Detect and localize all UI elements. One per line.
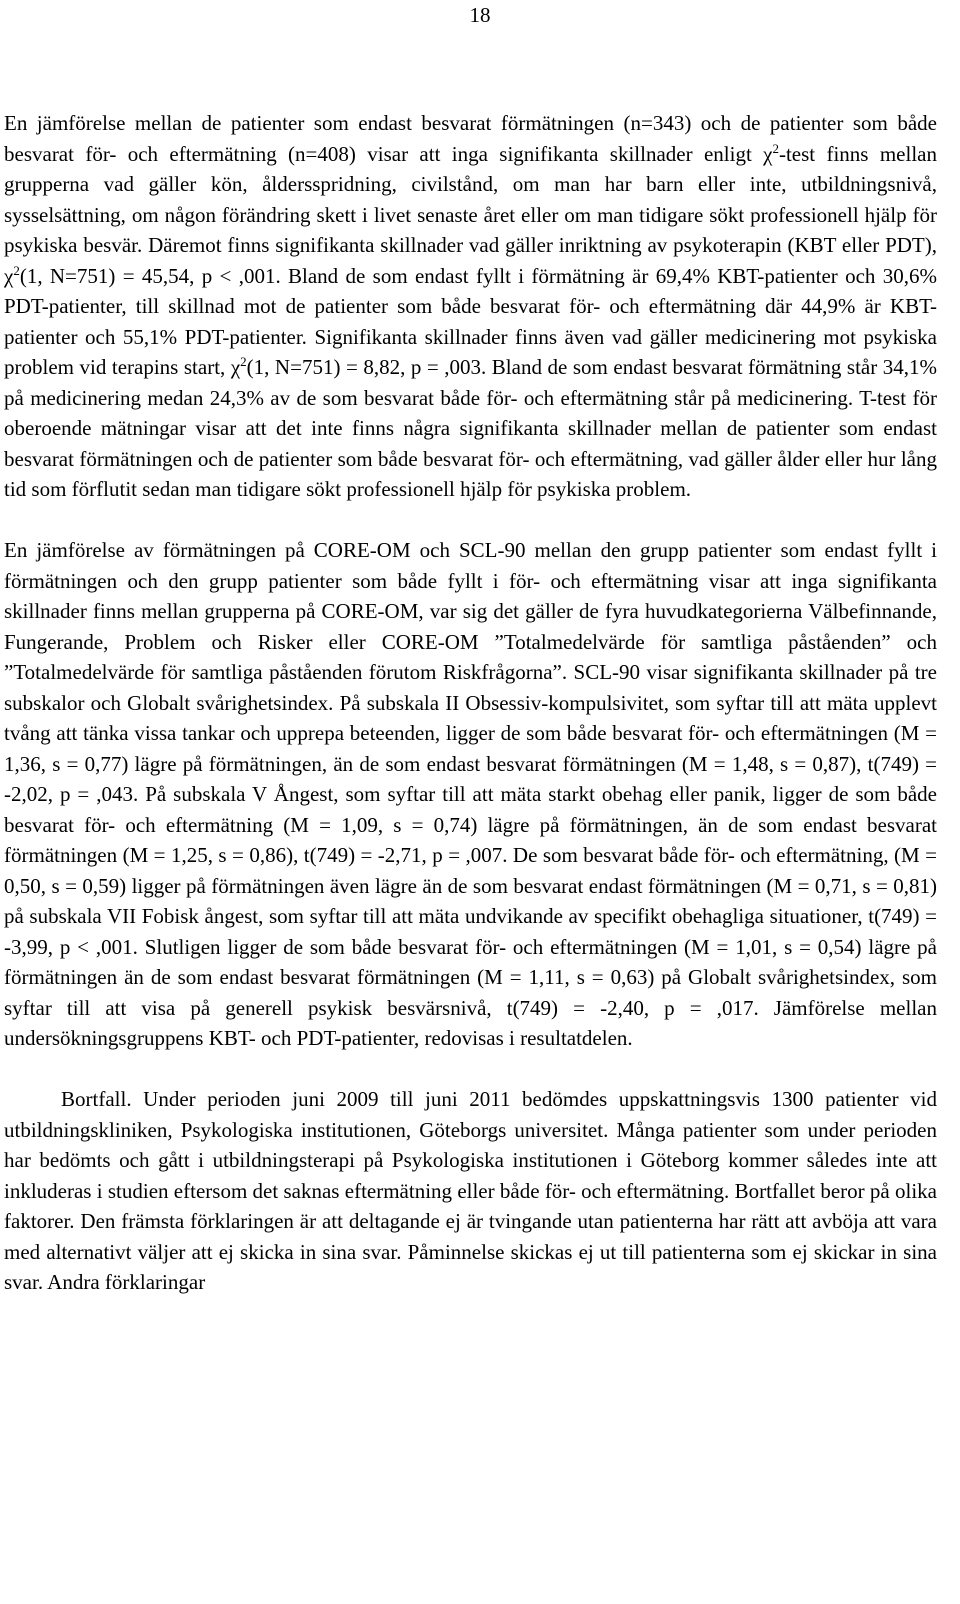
superscript: 2	[13, 262, 20, 278]
text-segment: En jämförelse mellan de patienter som endast besvarat förmätningen (n=343) och de patienter som både besvarat för- och eftermätning (n=408) visar att inga signifikanta skillnader enligt χ	[4, 111, 937, 166]
text-segment: Bortfall. Under perioden juni 2009 till juni 2011 bedömdes uppskattningsvis 1300 patienter vid utbildningskliniken, Psykologiska institutionen, Göteborgs universitet. Många patienter som under perioden har bedömts och gått i utbildningsterapi på Psykologiska institutionen i Göteborg kommer således inte att inkluderas i studien eftersom det saknas eftermätning eller både för- och eftermätning. Bortfallet beror på olika faktorer. Den främsta förklaringen är att deltagande ej är tvingande utan patienterna har rätt att avböja att vara med alternativt väljer att ej skicka in sina svar. Påminnelse skickas ej ut till patienterna som ej skickar in sina svar. Andra förklaringar	[4, 1087, 937, 1294]
text-segment: (1, N=751) = 45,54, p < ,001. Bland de som endast fyllt i förmätning är 69,4% KBT-patienter och 30,6% PDT-patienter, till skillnad mot de patienter som både besvarat för- och eftermätning där 44,9% är KBT-patienter och 55,1% PDT-patienter. Signifikanta skillnader finns även vad gäller medicinering mot psykiska problem vid terapins start, χ	[4, 263, 937, 379]
paragraph-2	[4, 535, 937, 1054]
paragraph-1	[4, 108, 937, 505]
paragraph-3	[4, 1084, 937, 1298]
page-number: 18	[469, 3, 491, 27]
superscript: 2	[772, 140, 779, 156]
text-segment: En jämförelse av förmätningen på CORE-OM och SCL-90 mellan den grupp patienter som endast fyllt i förmätningen och den grupp patienter som både fyllt i för- och eftermätning visar att inga signifikanta skillnader finns mellan grupperna på CORE-OM, var sig det gäller de fyra huvudkategorierna Välbefinnande, Fungerande, Problem och Risker eller CORE-OM ”Totalmedelvärde för samtliga påståenden” och ”Totalmedelvärde för samtliga påståenden förutom Riskfrågorna”. SCL-90 visar signifikanta skillnader på tre subskalor och Globalt svårighetsindex. På subskala II Obsessiv-kompulsivitet, som syftar till att mäta upplevt tvång att tänka vissa tankar och upprepa beteenden, ligger de som både besvarat för- och eftermätningen (M = 1,36, s = 0,77) lägre på förmätningen, än de som endast besvarat förmätningen (M = 1,48, s = 0,87), t(749) = -2,02, p = ,043. På subskala V Ångest, som syftar till att mäta starkt obehag eller panik, ligger de som både besvarat för- och eftermätning (M = 1,09, s = 0,74) lägre på förmätningen, än de som endast besvarat förmätningen (M = 1,25, s = 0,86), t(749) = -2,71, p = ,007. De som besvarat både för- och eftermätning, (M = 0,50, s = 0,59) ligger på förmätningen även lägre än de som besvarat endast förmätningen (M = 0,71, s = 0,81) på subskala VII Fobisk ångest, som syftar till att mäta undvikande av specifikt obehagliga situationer, t(749) = -3,99, p < ,001. Slutligen ligger de som både besvarat för- och eftermätningen (M = 1,01, s = 0,54) lägre på förmätningen än de som endast besvarat förmätningen (M = 1,11, s = 0,63) på Globalt svårighetsindex, som syftar till att visa på generell psykisk besvärsnivå, t(749) = -2,40, p = ,017. Jämförelse mellan undersökningsgruppens KBT- och PDT-patienter, redovisas i resultatdelen.	[4, 538, 937, 1050]
body-text	[4, 108, 937, 1298]
text-segment: (1, N=751) = 8,82, p = ,003. Bland de som endast besvarat förmätning står 34,1% på medicinering medan 24,3% av de som besvarat både för- och eftermätning står på medicinering. T-test för oberoende mätningar visar att det inte finns några signifikanta skillnader mellan de patienter som endast besvarat förmätningen och de patienter som både besvarat för- och eftermätning, vad gäller ålder eller hur lång tid som förflutit sedan man tidigare sökt professionell hjälp för psykiska problem.	[4, 355, 937, 501]
text-segment: -test finns mellan grupperna vad gäller kön, åldersspridning, civilstånd, om man har barn eller inte, utbildningsnivå, sysselsättning, om någon förändring skett i livet senaste året eller om man tidigare sökt professionell hjälp för psykiska besvär. Däremot finns signifikanta skillnader vad gäller inriktning av psykoterapin (KBT eller PDT), χ	[4, 141, 937, 288]
superscript: 2	[240, 354, 247, 369]
